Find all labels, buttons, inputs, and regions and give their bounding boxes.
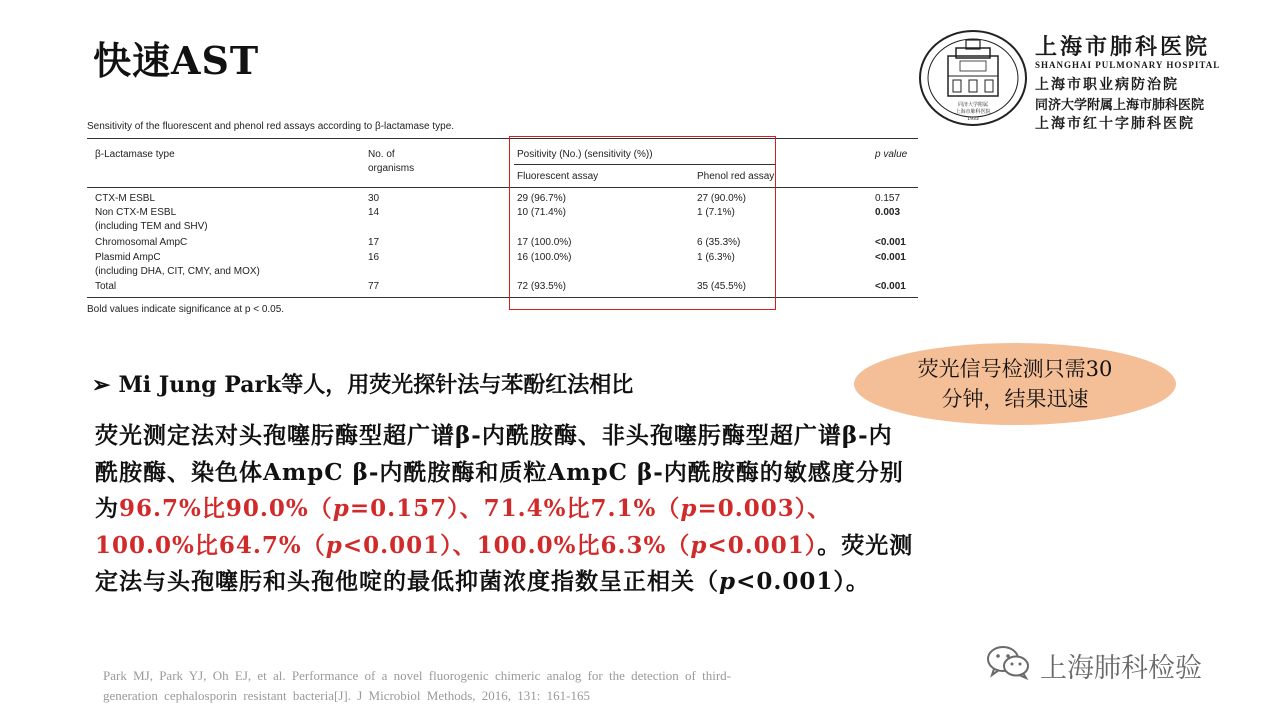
- table-row-p: <0.001: [875, 252, 906, 263]
- table-row-fluor: 17 (100.0%): [517, 237, 572, 248]
- callout-line-1: 荧光信号检测只需30: [917, 357, 1113, 381]
- table-rule-top: [87, 138, 918, 139]
- logo-line-5: 上海市红十字肺科医院: [1035, 116, 1195, 132]
- body-paragraph: [95, 418, 915, 601]
- table-row-p: 0.003: [875, 207, 901, 218]
- body-red-4b: <0.001）: [707, 531, 818, 559]
- seal-year: 1933: [967, 117, 979, 122]
- header-fluorescent: Fluorescent assay: [517, 171, 599, 182]
- table-rule-header: [87, 187, 918, 188]
- table-row-fluor: 16 (100.0%): [517, 252, 572, 263]
- watermark-text: 上海肺科检验: [1040, 653, 1202, 684]
- table-row-fluor: 10 (71.4%): [517, 207, 566, 218]
- table-row-subtype: (including DHA, CIT, CMY, and MOX): [95, 266, 260, 277]
- hospital-logo: [918, 28, 1238, 132]
- table-row-phenol: 1 (7.1%): [697, 207, 735, 218]
- table-row-n: 14: [368, 207, 380, 218]
- header-organisms-line1: No. of: [368, 149, 395, 160]
- table-row-n: 77: [368, 281, 380, 292]
- table-row-n: 30: [368, 193, 380, 204]
- body-text-3: <0.001）。: [736, 568, 870, 595]
- slide-title: 快速AST: [93, 38, 260, 83]
- table-row-fluor: 72 (93.5%): [517, 281, 566, 292]
- highlight-box: [509, 136, 776, 310]
- header-organisms-line2: organisms: [368, 163, 415, 174]
- body-text-2: 。荧光测定法与头孢噻肟和头孢他啶的最低抑菌浓度指数呈正相关（: [95, 531, 914, 595]
- bullet-point: [92, 368, 633, 399]
- table-row-phenol: 35 (45.5%): [697, 281, 746, 292]
- table-row-type: CTX-M ESBL: [95, 193, 156, 204]
- body-red-p3: p: [325, 531, 343, 559]
- table-row-phenol: 27 (90.0%): [697, 193, 746, 204]
- body-red-1b: =0.157）、71.4%比7.1%（: [349, 495, 681, 522]
- table-row-phenol: 6 (35.3%): [697, 237, 741, 248]
- header-lactamase-type: β-Lactamase type: [95, 149, 175, 160]
- seal-text-mid: 上海市肺科医院: [955, 109, 991, 115]
- body-red-3b: <0.001）、100.0%比6.3%（: [342, 531, 691, 559]
- callout-ellipse: [854, 343, 1176, 425]
- wechat-icon: [986, 644, 1030, 680]
- seal-text-top: 同济大学附属: [957, 102, 989, 108]
- body-red-2b: =0.003）、100.0%比64.7%（: [95, 495, 832, 559]
- table-row-p: 0.157: [875, 193, 901, 204]
- table-footnote: Bold values indicate significance at p < 0.05.: [87, 304, 285, 315]
- bullet-text: Mi Jung Park等人，用荧光探针法与苯酚红法相比: [118, 372, 634, 398]
- callout-line-2: 分钟，结果迅速: [941, 387, 1089, 411]
- body-red-1a: 96.7%比90.0%（: [119, 495, 333, 522]
- logo-line-4: 同济大学附属上海市肺科医院: [1035, 98, 1205, 113]
- table-rule-bottom: [87, 297, 918, 298]
- table-row-type: Plasmid AmpC: [95, 252, 161, 263]
- hospital-seal-icon: [918, 28, 1028, 128]
- logo-name-cn: 上海市肺科医院: [1035, 34, 1211, 60]
- body-text-1: 荧光测定法对头孢噻肟酶型超广谱β-内酰胺酶、非头孢噻肟酶型超广谱β-内酰胺酶、染色体AmpC β-内酰胺酶和质粒AmpC β-内酰胺酶的敏感度分别为: [95, 422, 904, 522]
- table-row-n: 16: [368, 252, 380, 263]
- citation-reference: Park MJ, Park YJ, Oh EJ, et al. Performance of a novel fluorogenic chimeric analog for the detection of third-generation cephalosporin resistant bacteria[J]. J Microbiol Methods, 2016, 131: 161-165: [103, 668, 731, 703]
- logo-name-en: SHANGHAI PULMONARY HOSPITAL: [1035, 60, 1221, 70]
- table-row-fluor: 29 (96.7%): [517, 193, 566, 204]
- body-p-italic: p: [719, 568, 737, 595]
- header-pvalue: p value: [875, 149, 908, 160]
- table-row-p: <0.001: [875, 237, 906, 248]
- header-phenol: Phenol red assay: [697, 171, 775, 182]
- logo-line-3: 上海市职业病防治院: [1035, 77, 1179, 93]
- table-row-p: <0.001: [875, 281, 906, 292]
- table-row-type: Non CTX-M ESBL: [95, 207, 177, 218]
- arrow-bullet-icon: ➢: [92, 372, 111, 398]
- table-row-n: 17: [368, 237, 380, 248]
- table-row-type: Total: [95, 281, 117, 292]
- body-red-p2: p: [680, 495, 698, 522]
- body-red-p1: p: [332, 495, 350, 522]
- table-row-type: Chromosomal AmpC: [95, 237, 188, 248]
- table-row-phenol: 1 (6.3%): [697, 252, 735, 263]
- table-caption: Sensitivity of the fluorescent and phenol red assays according to β-lactamase type.: [87, 121, 455, 132]
- table-row-subtype: (including TEM and SHV): [95, 221, 208, 232]
- body-red-p4: p: [690, 531, 708, 559]
- header-positivity: Positivity (No.) (sensitivity (%)): [517, 149, 653, 160]
